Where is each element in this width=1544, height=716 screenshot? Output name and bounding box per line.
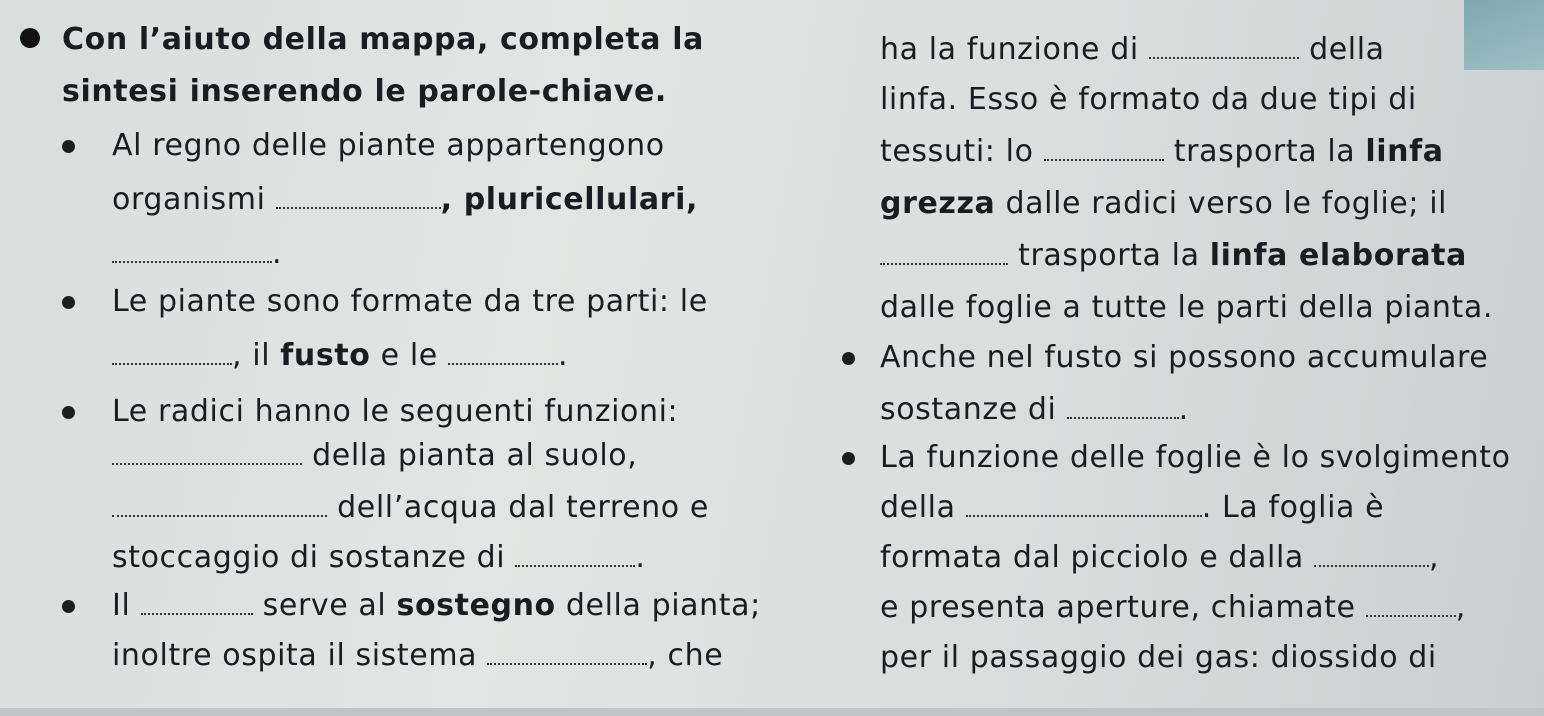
right-l12: e presenta aperture, chiamate , xyxy=(880,590,1466,625)
blank-field[interactable] xyxy=(1366,593,1456,617)
text: ha la funzione di xyxy=(880,32,1149,67)
exercise-title-line-2: sintesi inserendo le parole-chiave. xyxy=(62,74,667,109)
text-bold: fusto xyxy=(280,338,371,373)
text: trasporta la xyxy=(1163,134,1366,169)
left-b2-l2: , il fusto e le . xyxy=(112,338,568,374)
bullet-icon xyxy=(62,600,75,613)
left-b4-l2 xyxy=(112,638,723,674)
left-b1-l3: . xyxy=(112,236,282,272)
left-b3-l4: stoccaggio di sostanze di . xyxy=(112,540,646,575)
text: serve al xyxy=(252,588,397,623)
text: e presenta aperture, chiamate xyxy=(880,590,1366,625)
right-l7: Anche nel fusto si possono accumulare xyxy=(880,340,1489,375)
text: della xyxy=(880,490,966,525)
right-l3 xyxy=(880,134,1444,170)
left-b3-l1: Le radici hanno le seguenti funzioni: xyxy=(112,394,679,429)
text: , il xyxy=(232,338,281,373)
blank-field[interactable] xyxy=(966,493,1202,517)
text-bold: grezza xyxy=(880,186,996,221)
text: , che xyxy=(647,638,724,673)
blank-field[interactable] xyxy=(880,241,1008,265)
blank-field[interactable] xyxy=(1067,395,1179,419)
blank-field[interactable] xyxy=(112,441,302,465)
text-bold: , pluricellulari, xyxy=(440,182,698,217)
right-l10: della . La foglia è xyxy=(880,490,1385,525)
text: e le xyxy=(370,338,448,373)
right-l13: per il passaggio dei gas: diossido di xyxy=(880,640,1437,675)
right-l9: La funzione delle foglie è lo svolgimento xyxy=(880,440,1511,475)
left-b4-l1 xyxy=(112,588,761,624)
right-l11: formata dal picciolo e dalla , xyxy=(880,540,1440,575)
page-bottom-edge xyxy=(0,708,1544,716)
text: organismi xyxy=(112,182,276,217)
text: tessuti: lo xyxy=(880,134,1044,169)
blank-field[interactable] xyxy=(1149,35,1299,59)
right-l2: linfa. Esso è formato da due tipi di xyxy=(880,82,1417,117)
title-bullet xyxy=(20,28,40,48)
left-b2-l1: Le piante sono formate da tre parti: le xyxy=(112,284,708,319)
text: dalle radici verso le foglie; il xyxy=(995,186,1448,221)
text: trasporta la xyxy=(1008,238,1210,273)
bullet-icon xyxy=(842,452,855,465)
text-bold: linfa elaborata xyxy=(1209,238,1467,273)
text: sostanze di xyxy=(880,392,1067,427)
bullet-icon xyxy=(62,140,75,153)
bullet-icon xyxy=(842,352,855,365)
text: La foglia è xyxy=(1211,490,1385,525)
blank-field[interactable] xyxy=(487,641,647,665)
blank-field[interactable] xyxy=(112,239,272,263)
blank-field[interactable] xyxy=(448,341,558,365)
text-bold: linfa xyxy=(1365,134,1444,169)
text: formata dal picciolo e dalla xyxy=(880,540,1315,575)
left-b1-l1: Al regno delle piante appartengono xyxy=(112,128,665,163)
text: dell’acqua dal terreno e xyxy=(337,490,709,525)
blank-field[interactable] xyxy=(112,341,232,365)
right-l6: dalle foglie a tutte le parti della pianta. xyxy=(880,290,1493,325)
page-corner xyxy=(1464,0,1544,70)
left-b3-l3 xyxy=(112,490,709,526)
bullet-icon xyxy=(62,296,75,309)
left-b3-l2 xyxy=(112,438,637,474)
blank-field[interactable] xyxy=(1044,137,1164,161)
text: della xyxy=(1298,32,1385,67)
right-l1 xyxy=(880,32,1385,68)
blank-field[interactable] xyxy=(112,493,327,517)
blank-field[interactable] xyxy=(276,185,441,209)
text: della pianta; xyxy=(555,588,761,623)
text-bold: sostegno xyxy=(396,588,556,623)
bullet-icon xyxy=(62,406,75,419)
exercise-title-line-1: Con l’aiuto della mappa, completa la xyxy=(62,22,704,57)
blank-field[interactable] xyxy=(515,543,635,567)
text: stoccaggio di sostanze di xyxy=(112,540,516,575)
text: inoltre ospita il sistema xyxy=(112,638,488,673)
left-b1-l2 xyxy=(112,182,698,218)
right-l8: sostanze di . xyxy=(880,392,1189,427)
right-l5 xyxy=(880,238,1467,274)
text: della pianta al suolo, xyxy=(312,438,638,473)
blank-field[interactable] xyxy=(1314,543,1429,567)
right-l4 xyxy=(880,186,1447,222)
blank-field[interactable] xyxy=(141,591,253,615)
text: Il xyxy=(112,588,141,623)
